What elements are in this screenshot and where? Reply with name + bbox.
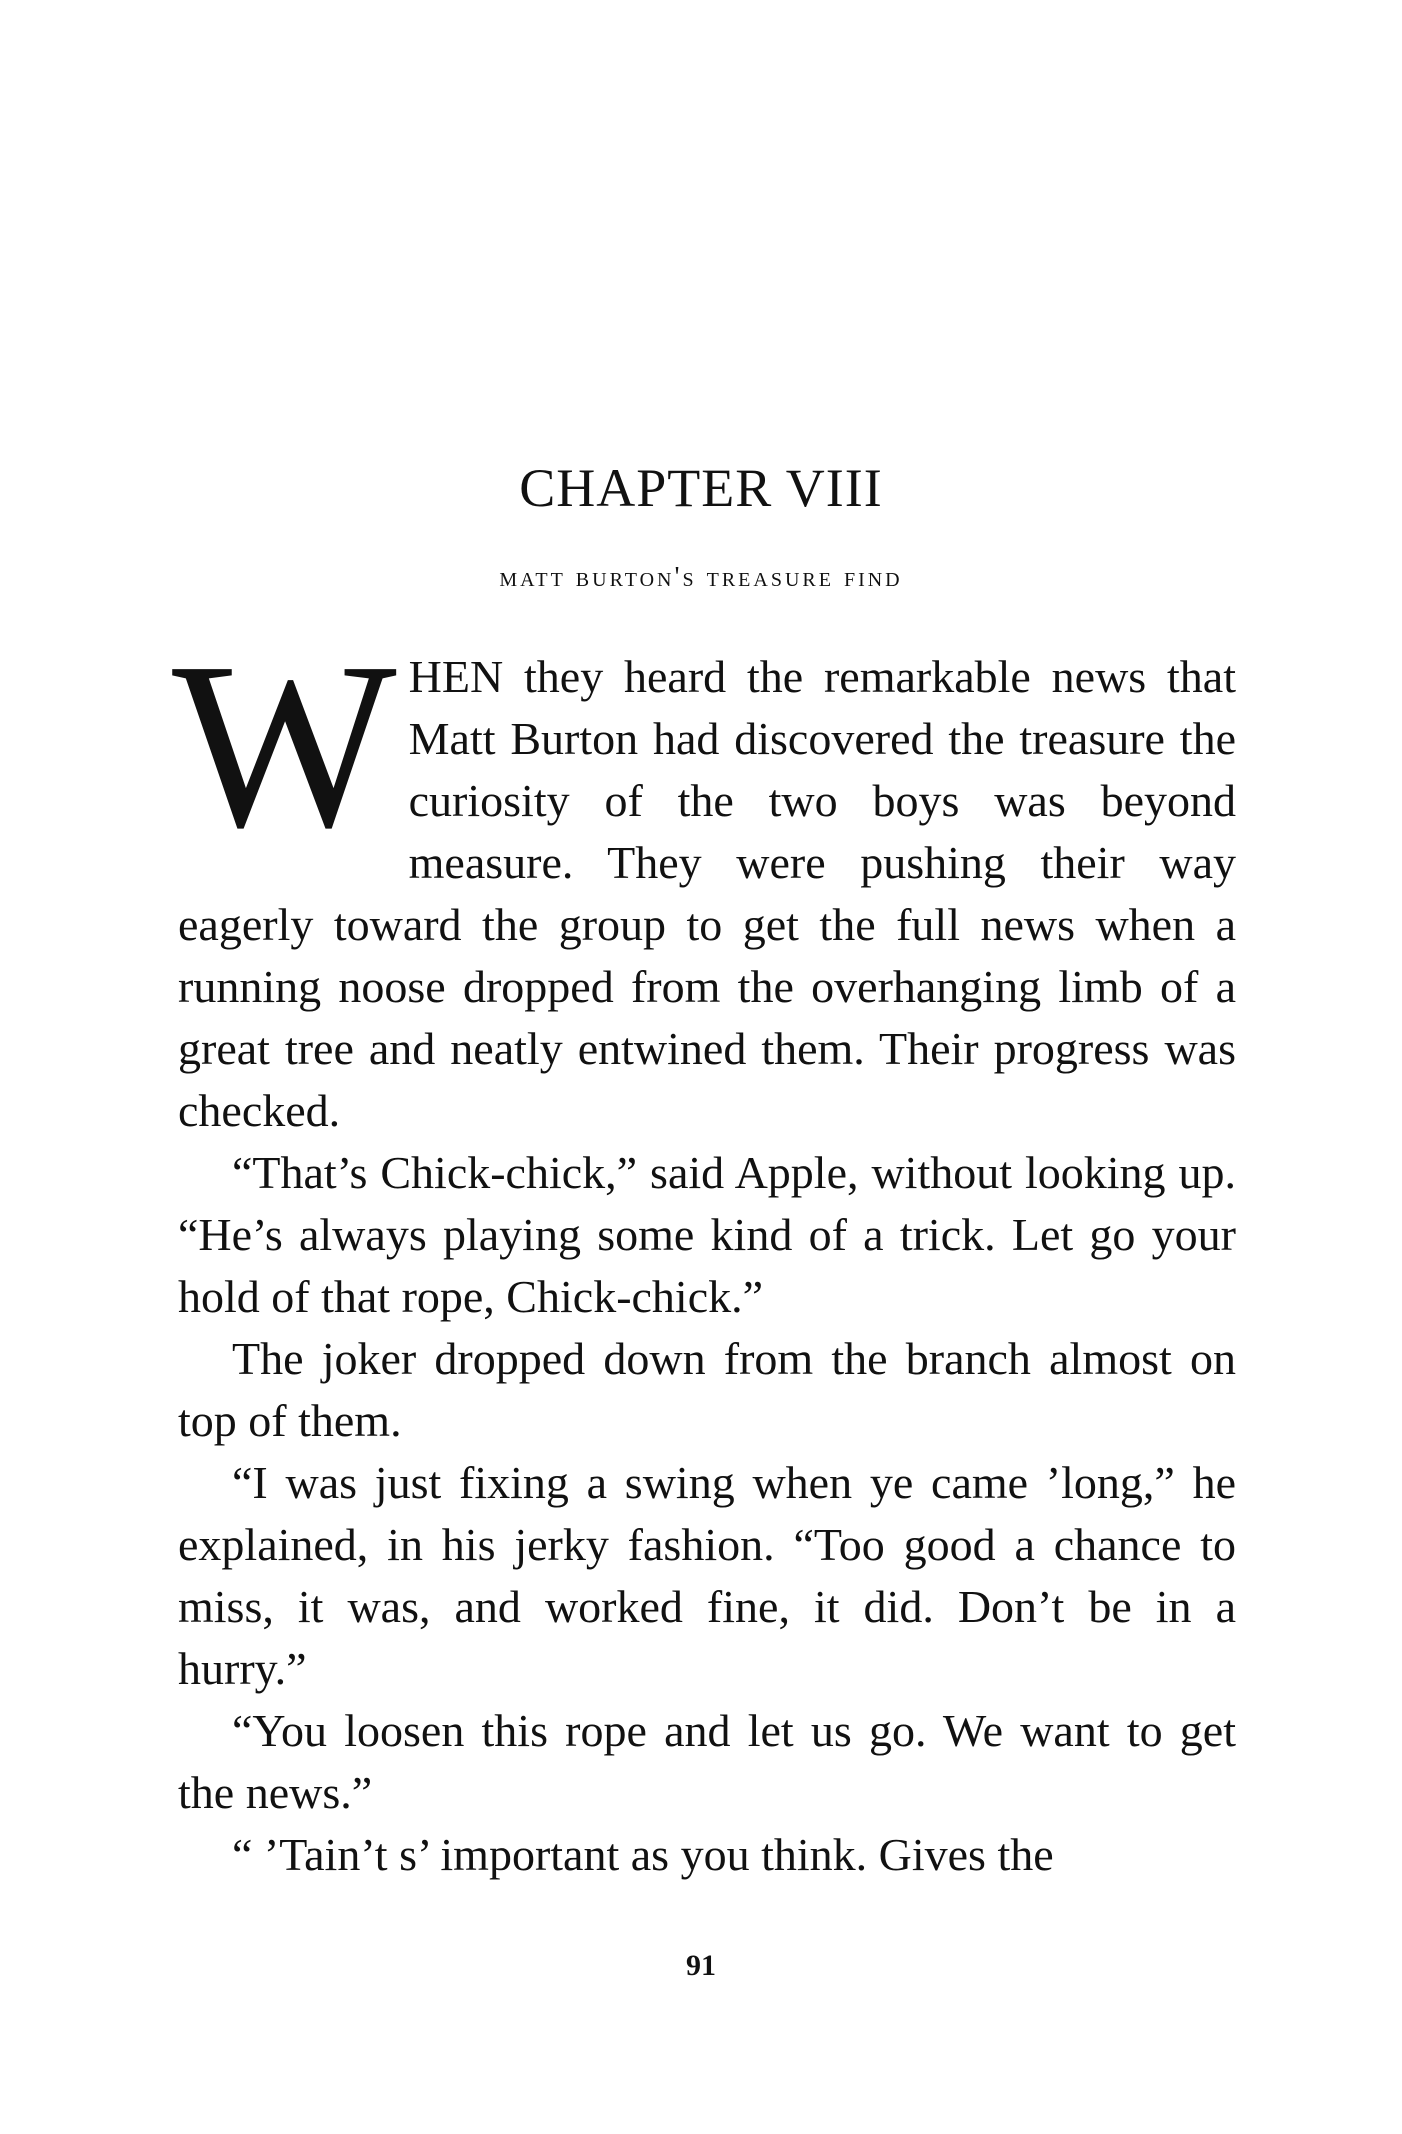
body-text — [172, 614, 1236, 1886]
chapter-title: matt burton's treasure find — [499, 562, 903, 593]
opening-paragraph-text: they heard the remarkable news that Matt Burton had discovered the treasure the curiosity of the two boys was beyond measure. They were pushing their way eagerly toward the group to get the full news when a running noose dropped from the overhanging limb of a great tree and neatly entwined them. Their progress was checked. — [178, 651, 1236, 1136]
paragraph: “You loosen this rope and let us go. We want to get the news.” — [178, 1705, 1236, 1818]
opening-paragraph — [172, 614, 1236, 1142]
opening-word-rest: HEN — [408, 651, 504, 702]
paragraph: “ ’Tain’t s’ important as you think. Gives the — [232, 1829, 1054, 1880]
paragraph: The joker dropped down from the branch almost on top of them. — [178, 1333, 1236, 1446]
page-number: 91 — [686, 1949, 716, 1982]
chapter-number: CHAPTER VIII — [519, 458, 883, 518]
drop-cap: W — [172, 614, 397, 877]
paragraph: “That’s Chick-chick,” said Apple, without looking up. “He’s always playing some kind of a trick. Let go your hold of that rope, Chick-chick.” — [178, 1147, 1236, 1322]
paragraph: “I was just fixing a swing when ye came ’long,” he explained, in his jerky fashion. “Too good a chance to miss, it was, and worked fine, it did. Don’t be in a hurry.” — [178, 1457, 1236, 1694]
